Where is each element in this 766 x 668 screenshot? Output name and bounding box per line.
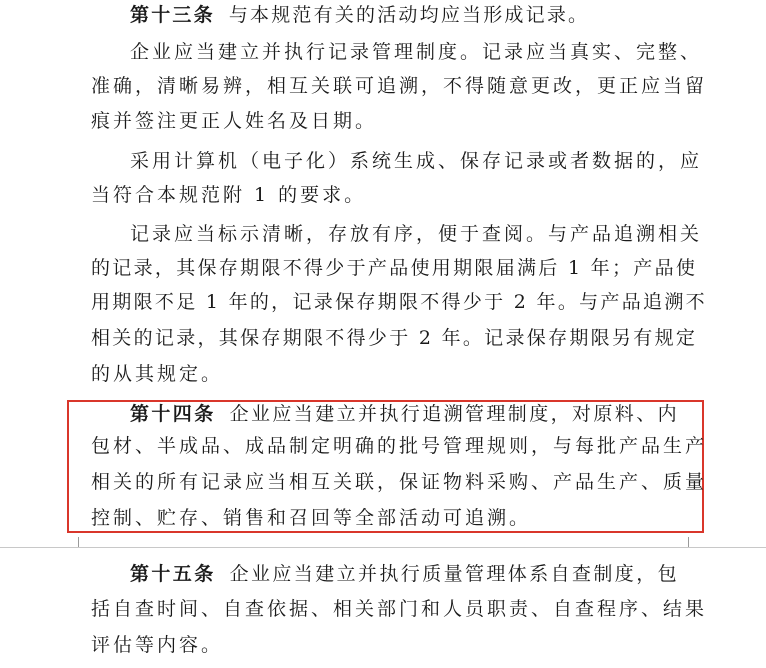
article-14-first-text: 企业应当建立并执行追溯管理制度，对原料、内 (229, 403, 680, 425)
page-break-line (0, 547, 766, 548)
article-15-first-line (130, 562, 679, 586)
article-13-line-2: 准确，清晰易辨，相互关联可追溯，不得随意更改，更正应当留 (91, 75, 708, 97)
article-13-line-3: 痕并签注更正人姓名及日期。 (91, 110, 378, 132)
article-13-line-6: 记录应当标示清晰，存放有序，便于查阅。与产品追溯相关 (130, 223, 703, 245)
article-14-heading: 第十四条 (130, 403, 216, 425)
article-14-line-3: 相关的所有记录应当相互关联，保证物料采购、产品生产、质量 (91, 471, 708, 493)
article-13-heading: 第十三条 (130, 4, 215, 26)
article-14-line-4: 控制、贮存、销售和召回等全部活动可追溯。 (91, 507, 532, 529)
article-13-line-10: 的从其规定。 (91, 363, 224, 385)
article-15-first-text: 企业应当建立并执行质量管理体系自查制度，包 (229, 563, 680, 585)
article-13-line-4: 采用计算机（电子化）系统生成、保存记录或者数据的，应 (130, 150, 703, 172)
article-15-line-3: 评估等内容。 (91, 634, 224, 656)
article-13-title-line (130, 3, 589, 27)
article-14-line-2: 包材、半成品、成品制定明确的批号管理规则，与每批产品生产 (91, 435, 708, 457)
article-15-heading: 第十五条 (130, 563, 216, 585)
article-13-line-9: 相关的记录，其保存期限不得少于 2 年。记录保存期限另有规定 (91, 327, 698, 349)
article-15-line-2: 括自查时间、自查依据、相关部门和人员职责、自查程序、结果 (91, 598, 708, 620)
article-14-first-line (130, 402, 679, 426)
article-13-line-7: 的记录，其保存期限不得少于产品使用期限届满后 1 年；产品使 (91, 257, 698, 279)
article-13-line-8: 用期限不足 1 年的，记录保存期限不得少于 2 年。与产品追溯不 (91, 291, 707, 313)
article-13-line-1: 企业应当建立并执行记录管理制度。记录应当真实、完整、 (130, 41, 703, 63)
article-13-title: 与本规范有关的活动均应当形成记录。 (228, 4, 590, 26)
article-13-line-5: 当符合本规范附 1 的要求。 (91, 184, 367, 206)
